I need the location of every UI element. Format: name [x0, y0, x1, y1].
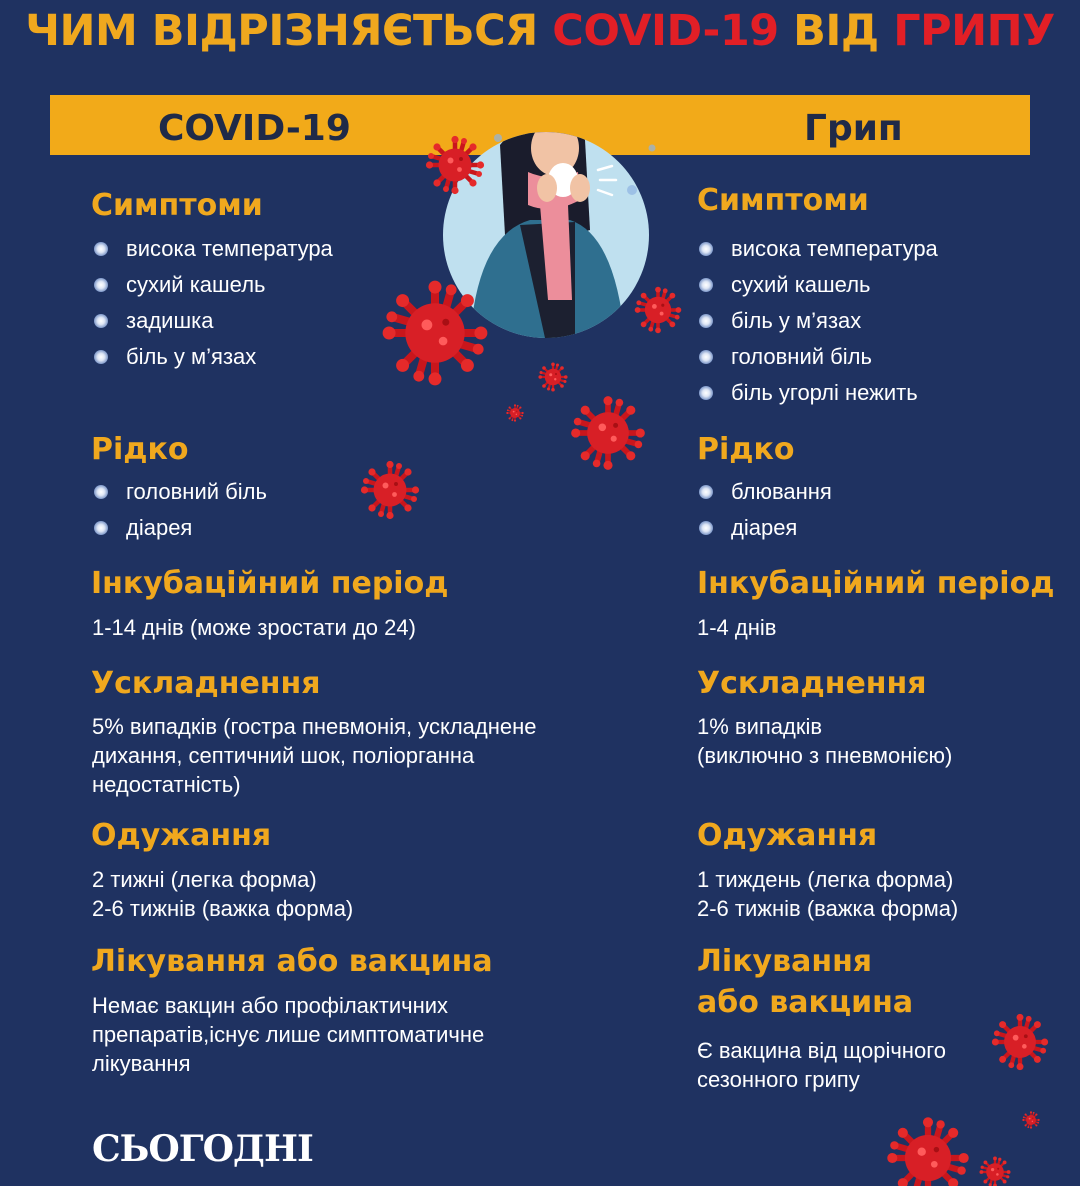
coronavirus-icon	[635, 287, 682, 334]
list-item: висока температура	[92, 231, 333, 267]
right-recovery-text: 1 тиждень (легка форма) 2-6 тижнів (важка форма)	[697, 867, 959, 921]
glowing-dot-icon	[699, 350, 713, 364]
right-treatment-title: Лікування або вакцина	[697, 944, 914, 1020]
glowing-dot-icon	[699, 314, 713, 328]
coronavirus-icon	[992, 1014, 1048, 1070]
brand-logo: СЬОГОДНІ	[92, 1128, 313, 1170]
right-incubation-title: Інкубаційний період	[697, 566, 1055, 601]
right-complications-text: 1% випадків (виключно з пневмонією)	[697, 714, 953, 768]
right-incubation-text: 1-4 днів	[697, 615, 777, 640]
left-rare-list	[92, 474, 267, 546]
coronavirus-icon	[361, 461, 419, 519]
right-complications-title: Ускладнення	[697, 666, 927, 701]
right-rare-list	[697, 474, 832, 546]
glowing-dot-icon	[699, 485, 713, 499]
glowing-dot-icon	[94, 242, 108, 256]
glowing-dot-icon	[699, 386, 713, 400]
list-item: діарея	[92, 510, 267, 546]
list-item: висока температура	[697, 231, 938, 267]
list-item: сухий кашель	[92, 267, 333, 303]
coronavirus-icon	[1022, 1111, 1039, 1128]
left-symptoms-list	[92, 231, 333, 375]
list-item: біль у м’язах	[697, 303, 938, 339]
left-recovery-title: Одужання	[91, 818, 272, 853]
glowing-dot-icon	[94, 521, 108, 535]
title-part-1: ЧИМ ВІДРІЗНЯЄТЬСЯ	[25, 6, 553, 56]
title-part-4: ГРИПУ	[893, 6, 1055, 56]
coronavirus-icon	[383, 281, 488, 386]
left-treatment-text: Немає вакцин або профілактичних препаратів,існує лише симптоматичне лікування	[92, 993, 485, 1076]
title-part-3: ВІД	[778, 6, 894, 56]
list-item: біль угорлі нежить	[697, 375, 938, 411]
right-symptoms-title: Симптоми	[697, 183, 869, 218]
left-complications-text: 5% випадків (гостра пневмонія, ускладнене дихання, септичний шок, поліорганна недостатність)	[92, 714, 537, 797]
right-recovery-title: Одужання	[697, 818, 878, 853]
coronavirus-icon	[506, 404, 523, 421]
left-incubation-text: 1-14 днів (може зростати до 24)	[92, 615, 416, 640]
left-treatment-title: Лікування або вакцина	[91, 944, 493, 979]
coronavirus-icon	[887, 1117, 968, 1186]
title-part-2: COVID-19	[552, 6, 779, 56]
glowing-dot-icon	[94, 314, 108, 328]
right-column-header: Грип	[804, 108, 903, 149]
glowing-dot-icon	[94, 350, 108, 364]
glowing-dot-icon	[94, 485, 108, 499]
list-item: головний біль	[92, 474, 267, 510]
right-rare-title: Рідко	[697, 432, 795, 467]
list-item: головний біль	[697, 339, 938, 375]
coronavirus-icon	[426, 136, 484, 194]
glowing-dot-icon	[94, 278, 108, 292]
left-symptoms-title: Симптоми	[91, 188, 263, 223]
glowing-dot-icon	[699, 521, 713, 535]
glowing-dot-icon	[699, 278, 713, 292]
list-item: діарея	[697, 510, 832, 546]
left-rare-title: Рідко	[91, 432, 189, 467]
glowing-dot-icon	[699, 242, 713, 256]
right-treatment-text: Є вакцина від щорічного сезонного грипу	[697, 1038, 946, 1092]
left-complications-title: Ускладнення	[91, 666, 321, 701]
left-recovery-text: 2 тижні (легка форма) 2-6 тижнів (важка форма)	[92, 867, 354, 921]
list-item: блювання	[697, 474, 832, 510]
coronavirus-icon	[979, 1156, 1010, 1186]
list-item: біль у м’язах	[92, 339, 333, 375]
coronavirus-icon	[538, 362, 567, 391]
left-column-header: COVID-19	[158, 108, 351, 149]
right-symptoms-list	[697, 231, 938, 411]
list-item: сухий кашель	[697, 267, 938, 303]
coronavirus-icon	[571, 396, 645, 470]
list-item: задишка	[92, 303, 333, 339]
left-incubation-title: Інкубаційний період	[91, 566, 449, 601]
